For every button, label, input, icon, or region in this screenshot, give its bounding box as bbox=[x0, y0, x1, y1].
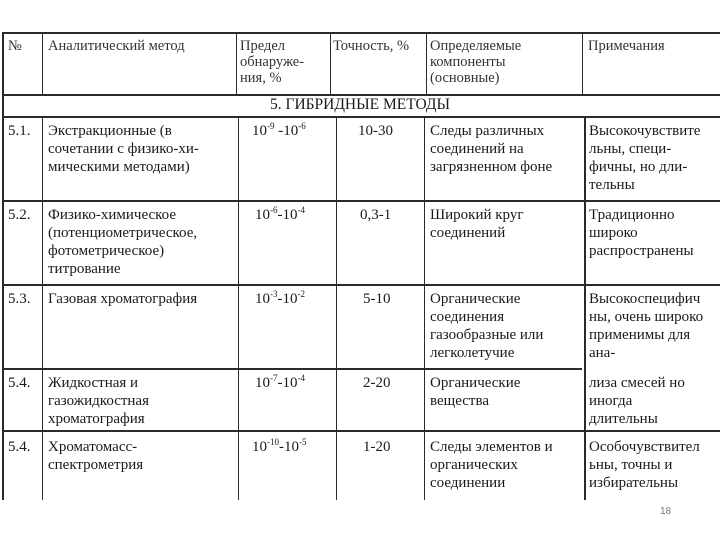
row3-num: 5.3. bbox=[8, 291, 31, 307]
row4-components: Органические вещества bbox=[430, 375, 521, 409]
rule-row3-bottom bbox=[2, 368, 582, 370]
row4-accuracy: 2-20 bbox=[363, 375, 391, 391]
row4-notes: лиза смесей но иногда длительны bbox=[589, 375, 685, 427]
vrule-b1 bbox=[42, 116, 43, 500]
row4-limit: $10^{-7}-10^{-4}$ bbox=[255, 373, 305, 391]
row1-accuracy: 10-30 bbox=[358, 123, 393, 139]
row5-accuracy: 1-20 bbox=[363, 439, 391, 455]
row2-components: Широкий круг соединений bbox=[430, 207, 524, 241]
vrule-h4 bbox=[426, 32, 427, 96]
row2-limit: $10^{-6}-10^{-4}$ bbox=[255, 205, 305, 223]
header-limit: Предел обнаруже- ния, % bbox=[240, 38, 305, 86]
row1-limit: $10^{-9}$ $-10^{-6}$ bbox=[252, 121, 306, 139]
vrule-h5 bbox=[582, 32, 583, 96]
row3-method: Газовая хроматография bbox=[48, 291, 198, 307]
row5-components: Следы элементов и органических соединении bbox=[430, 439, 553, 491]
row4-method: Жидкостная и газожидкостная хроматография bbox=[48, 375, 149, 427]
rule-row4-bottom bbox=[2, 430, 720, 432]
header-accuracy: Точность, % bbox=[333, 38, 410, 54]
row1-num: 5.1. bbox=[8, 123, 31, 139]
row1-components: Следы различных соединений на загрязненном фоне bbox=[430, 123, 553, 175]
rule-section-bottom bbox=[2, 116, 720, 118]
row1-notes: Высокочувствите льны, специ- фичны, но дли- тельны bbox=[589, 123, 701, 193]
header-notes: Примечания bbox=[588, 38, 665, 54]
row3-limit: $10^{-3}-10^{-2}$ bbox=[255, 289, 305, 307]
row3-accuracy: 5-10 bbox=[363, 291, 391, 307]
rule-row1-bottom bbox=[2, 200, 720, 202]
row2-method: Физико-химическое (потенциометрическое, фотометрическое) титрование bbox=[48, 207, 198, 277]
row5-method: Хроматомасс- спектрометрия bbox=[48, 439, 144, 473]
vrule-b2 bbox=[238, 116, 239, 500]
vrule-h1 bbox=[42, 32, 43, 96]
vrule-b5 bbox=[584, 116, 586, 500]
row2-num: 5.2. bbox=[8, 207, 31, 223]
section-title: 5. ГИБРИДНЫЕ МЕТОДЫ bbox=[269, 96, 451, 113]
row1-method: Экстракционные (в сочетании с физико-хи- мическими методами) bbox=[48, 123, 199, 175]
header-method: Аналитический метод bbox=[48, 38, 185, 54]
header-components: Определяемые компоненты (основные) bbox=[430, 38, 522, 86]
vrule-h3 bbox=[330, 32, 331, 96]
rule-row2-bottom bbox=[2, 284, 720, 286]
row2-accuracy: 0,3-1 bbox=[360, 207, 392, 223]
row3-components: Органические соединения газообразные или легколетучие bbox=[430, 291, 544, 361]
row5-limit: $10^{-10}-10^{-5}$ bbox=[252, 437, 307, 455]
header-num: № bbox=[8, 38, 22, 54]
vrule-b3 bbox=[336, 116, 337, 500]
vrule-h2 bbox=[236, 32, 237, 96]
vrule-b4 bbox=[424, 116, 425, 500]
row4-num: 5.4. bbox=[8, 375, 31, 391]
row5-num: 5.4. bbox=[8, 439, 31, 455]
row2-notes: Традиционно широко распространены bbox=[589, 207, 694, 259]
row5-notes: Особочувствител ьны, точны и избирательны bbox=[589, 439, 700, 491]
rule-top bbox=[2, 32, 720, 34]
row3-notes: Высокоспецифич ны, очень широко применимы для ана- bbox=[589, 291, 704, 361]
page-number: 18 bbox=[660, 506, 672, 517]
